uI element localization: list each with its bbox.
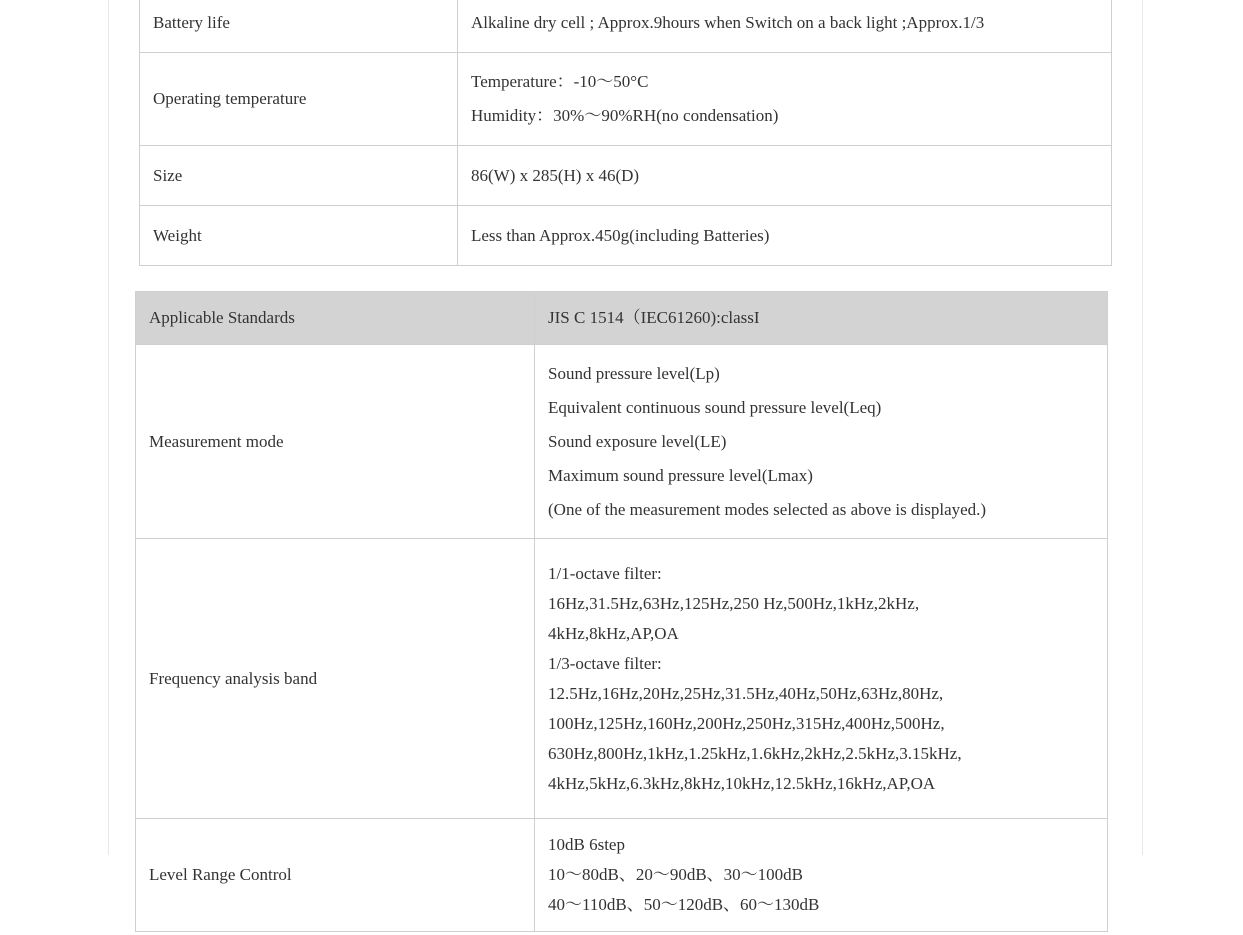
standards-table: [135, 291, 1108, 932]
header-value-applicable-standards: JIS C 1514（IEC61260):classI: [535, 292, 1108, 345]
spec-value-line: (One of the measurement modes selected as above is displayed.): [548, 499, 987, 519]
header-label-applicable-standards: Applicable Standards: [136, 292, 535, 345]
page-border-right: [1142, 0, 1143, 855]
spec-value-line: 86(W) x 285(H) x 46(D): [471, 165, 640, 185]
spec-value-line: 16Hz,31.5Hz,63Hz,125Hz,250 Hz,500Hz,1kHz,2kHz,: [548, 593, 920, 613]
spec-value-line: 100Hz,125Hz,160Hz,200Hz,250Hz,315Hz,400Hz,500Hz,: [548, 713, 945, 733]
spec-value-weight: [458, 206, 1112, 266]
spec-value-line: Maximum sound pressure level(Lmax): [548, 465, 813, 485]
spec-value-line: 4kHz,5kHz,6.3kHz,8kHz,10kHz,12.5kHz,16kHz,AP,OA: [548, 773, 936, 793]
spec-value-line: 1/1-octave filter:: [548, 563, 662, 583]
spec-value-line: 40～110dB、50～120dB、60～130dB: [548, 895, 820, 914]
spec-value-measurement-mode: [535, 345, 1108, 539]
spec-value-line: Sound pressure level(Lp): [548, 363, 720, 383]
spec-value-line: Sound exposure level(LE): [548, 431, 727, 451]
spec-value-operating-temperature: [458, 53, 1112, 146]
spec-value-line: Less than Approx.450g(including Batteries): [471, 225, 770, 245]
spec-label-weight: Weight: [140, 206, 458, 266]
spec-value-line: Temperature：-10～50°C: [471, 72, 649, 91]
spec-value-size: [458, 146, 1112, 206]
spec-label-battery-life: Battery life: [140, 0, 458, 53]
spec-label-operating-temperature: Operating temperature: [140, 53, 458, 146]
spec-value-line: 10～80dB、20～90dB、30～100dB: [548, 865, 804, 884]
spec-value-level-range-control: [535, 819, 1108, 932]
spec-value-line: 12.5Hz,16Hz,20Hz,25Hz,31.5Hz,40Hz,50Hz,63Hz,80Hz,: [548, 683, 944, 703]
spec-value-line: 1/3-octave filter:: [548, 653, 662, 673]
table-row: [136, 345, 1108, 539]
spec-label-measurement-mode: Measurement mode: [136, 345, 535, 539]
table-row: [140, 0, 1112, 53]
page-border-left: [108, 0, 109, 855]
spec-value-line: Humidity：30%～90%RH(no condensation): [471, 106, 779, 125]
spec-value-line: Equivalent continuous sound pressure level(Leq): [548, 397, 882, 417]
spec-value-line: Alkaline dry cell ; Approx.9hours when Switch on a back light ;Approx.1/3: [471, 12, 985, 32]
table-header-row: [136, 292, 1108, 345]
spec-label-frequency-analysis-band: Frequency analysis band: [136, 539, 535, 819]
spec-value-line: 630Hz,800Hz,1kHz,1.25kHz,1.6kHz,2kHz,2.5kHz,3.15kHz,: [548, 743, 962, 763]
table-row: [136, 819, 1108, 932]
spec-value-line: 10dB 6step: [548, 835, 625, 854]
spec-table: [139, 0, 1112, 266]
table-row: [140, 53, 1112, 146]
spec-value-battery-life: [458, 0, 1112, 53]
spec-value-frequency-analysis-band: [535, 539, 1108, 819]
spec-label-level-range-control: Level Range Control: [136, 819, 535, 932]
spec-value-line: 4kHz,8kHz,AP,OA: [548, 623, 679, 643]
table-row: [140, 146, 1112, 206]
table-row: [140, 206, 1112, 266]
table-row: [136, 539, 1108, 819]
spec-label-size: Size: [140, 146, 458, 206]
